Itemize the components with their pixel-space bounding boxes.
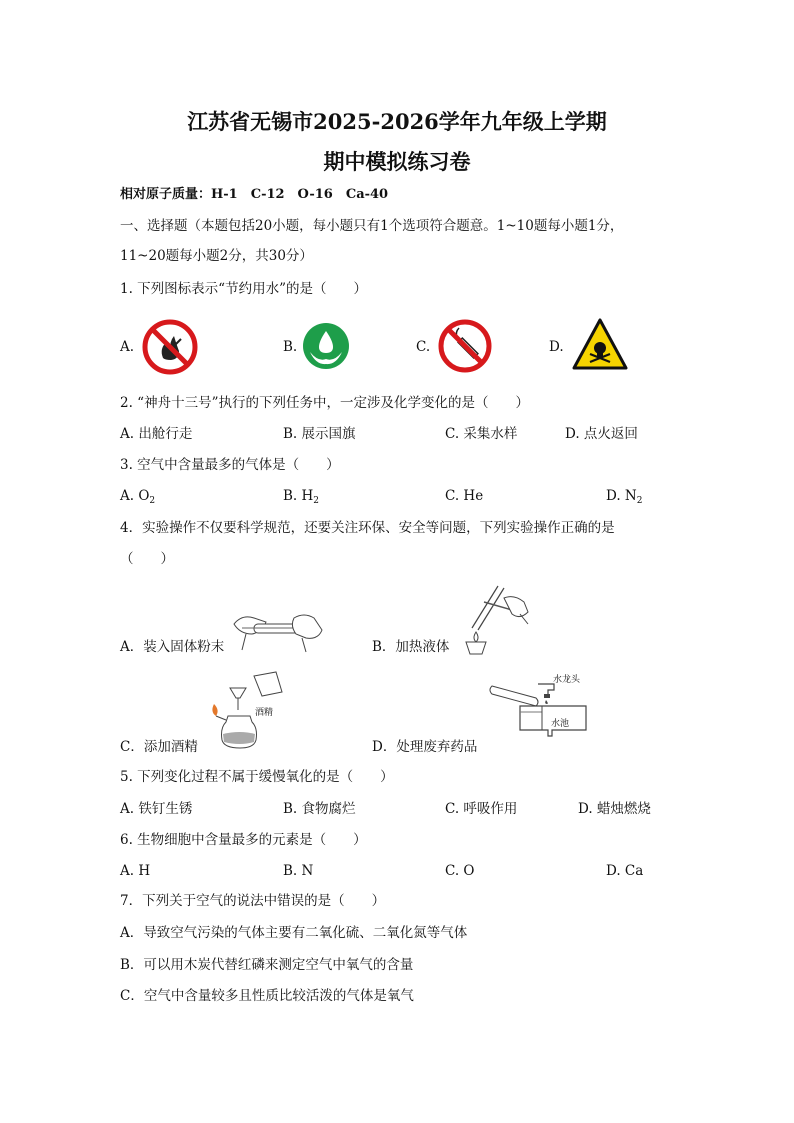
q1-option-c: C. — [416, 339, 431, 355]
q7-option-c: C．空气中含量较多且性质比较活泼的气体是氧气 — [120, 988, 414, 1004]
q4-stem-line2: （ ） — [120, 551, 174, 567]
q6-option-c: C. O — [445, 863, 475, 879]
q2-stem: 2. “神舟十三号”执行的下列任务中，一定涉及化学变化的是（ ） — [120, 395, 529, 411]
q3-stem: 3. 空气中含量最多的气体是（ ） — [120, 457, 340, 473]
q1-option-a: A. — [120, 339, 135, 355]
page-subtitle: 期中模拟练习卷 — [323, 149, 471, 174]
q5-option-c: C. 呼吸作用 — [445, 801, 518, 817]
q7-option-a: A．导致空气污染的气体主要有二氧化硫、二氧化氮等气体 — [120, 925, 468, 941]
page-title: 江苏省无锡市2025-2026学年九年级上学期 — [187, 109, 607, 134]
q5-option-d: D. 蜡烛燃烧 — [578, 801, 651, 817]
q4-stem-line1: 4．实验操作不仅要科学规范，还要关注环保、安全等问题，下列实验操作正确的是 — [120, 520, 615, 536]
q2-option-c: C. 采集水样 — [445, 426, 518, 442]
q6-stem: 6. 生物细胞中含量最多的元素是（ ） — [120, 832, 367, 848]
q2-option-a: A. 出舱行走 — [120, 426, 193, 442]
waste-disposal-illustration — [490, 676, 590, 738]
powder-loading-illustration — [232, 604, 324, 656]
q5-option-a: A. 铁钉生锈 — [120, 801, 193, 817]
q7-stem: 7．下列关于空气的说法中错误的是（ ） — [120, 893, 386, 909]
q7-option-b: B．可以用木炭代替红磷来测定空气中氧气的含量 — [120, 957, 414, 973]
q3-option-a: A. $O_2$ — [120, 488, 156, 506]
section-heading-line2: 11~20题每小题2分，共30分） — [120, 248, 313, 264]
q6-option-b: B. N — [283, 863, 314, 879]
section-heading-line1: 一、选择题（本题包括20小题，每小题只有1个选项符合题意。1~10题每小题1分， — [120, 218, 624, 234]
q5-stem: 5. 下列变化过程不属于缓慢氧化的是（ ） — [120, 769, 394, 785]
q3-option-c: C. He — [445, 488, 484, 504]
toxic-warning-icon — [572, 318, 628, 370]
water-saving-icon — [302, 322, 350, 370]
q4-option-c: C．添加酒精 — [120, 739, 198, 755]
no-fire-icon — [141, 318, 199, 376]
q3-option-d: D. $N_2$ — [606, 488, 643, 506]
alcohol-label: 酒精 — [255, 708, 274, 718]
q6-option-d: D. Ca — [606, 863, 644, 879]
tap-label: 水龙头 — [553, 675, 581, 685]
q2-option-d: D. 点火返回 — [565, 426, 638, 442]
pool-label: 水池 — [551, 719, 570, 729]
adding-alcohol-illustration — [206, 670, 286, 750]
q1-stem: 1. 下列图标表示“节约用水”的是（ ） — [120, 281, 367, 297]
q1-option-d: D. — [549, 339, 564, 355]
q4-option-d: D．处理废弃药品 — [372, 739, 478, 755]
q6-option-a: A. H — [120, 863, 151, 879]
q4-option-a: A．装入固体粉末 — [120, 639, 225, 655]
heating-liquid-illustration — [454, 580, 534, 660]
q5-option-b: B. 食物腐烂 — [283, 801, 356, 817]
q1-option-b: B. — [283, 339, 298, 355]
no-smoking-icon — [437, 318, 493, 374]
q4-option-b: B．加热液体 — [372, 639, 450, 655]
q2-option-b: B. 展示国旗 — [283, 426, 356, 442]
atomic-mass-info: 相对原子质量：H-1 C-12 O-16 Ca-40 — [120, 187, 389, 202]
q3-option-b: B. $H_2$ — [283, 488, 320, 506]
